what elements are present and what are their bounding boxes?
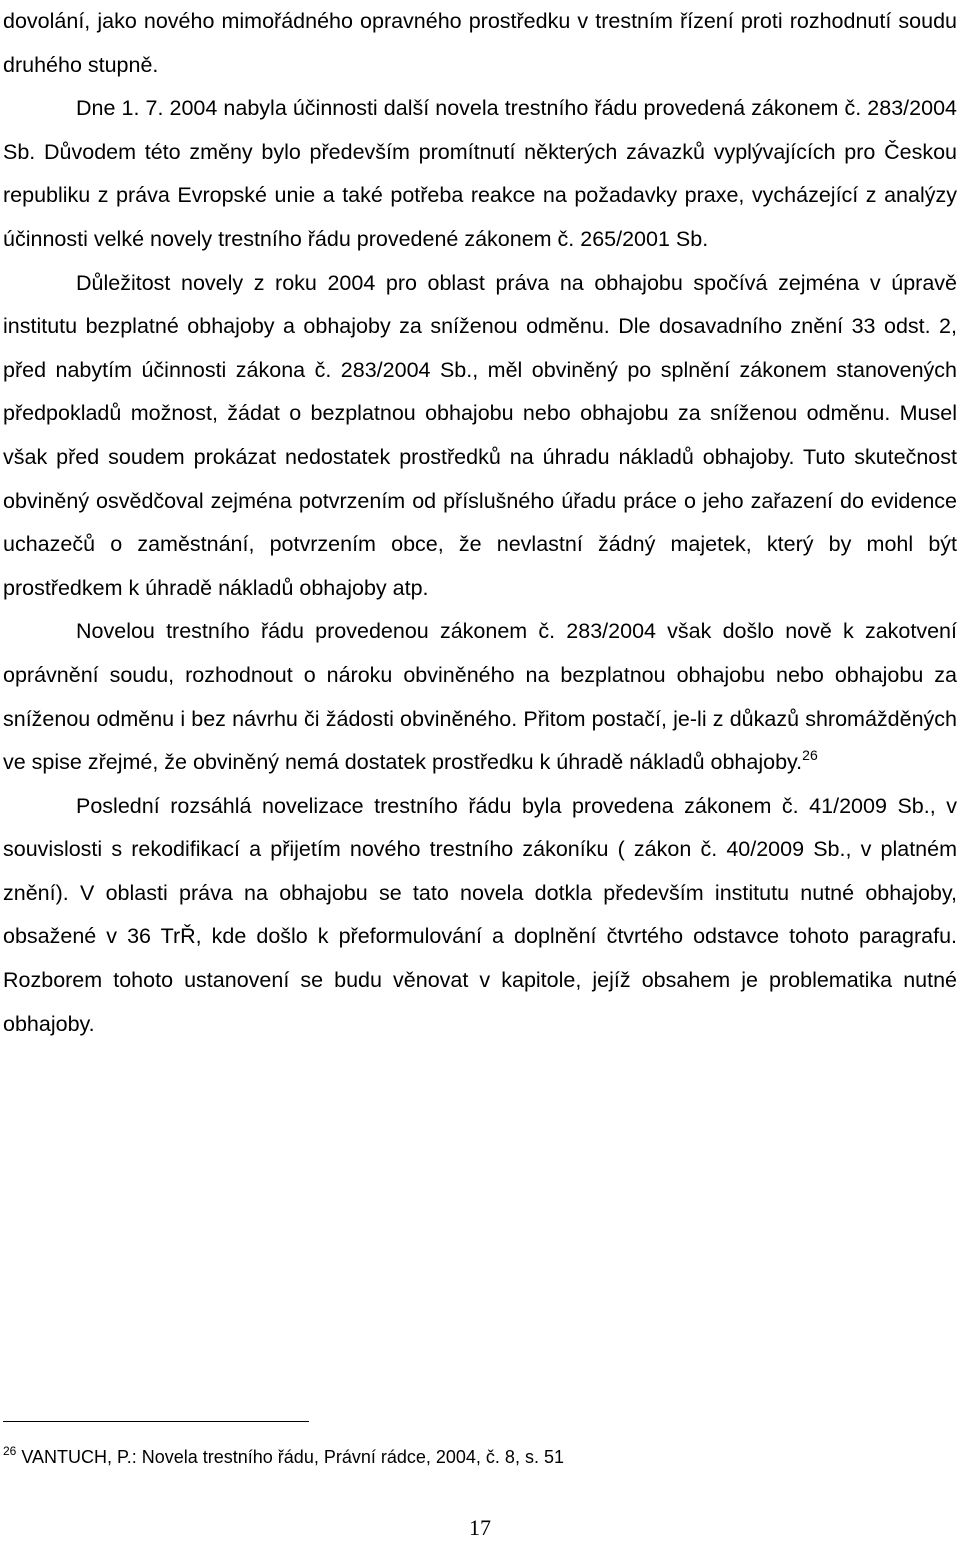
footnote-number: 26 (3, 1444, 17, 1458)
paragraph-4-text: Novelou trestního řádu provedenou zákonem č. 283/2004 však došlo nově k zakotvení oprávnění soudu, rozhodnout o nároku obviněného na bezplatnou obhajobu nebo obhajobu za sníženou odměnu i bez návrhu či žádosti obviněného. Přitom postačí, je-li z důkazů shromážděných ve spise zřejmé, že obviněný nemá dostatek prostředku k úhradě nákladů obhajoby. (3, 619, 957, 775)
paragraph-5-text: Poslední rozsáhlá novelizace trestního řádu byla provedena zákonem č. 41/2009 Sb., v souvislosti s rekodifikací a přijetím nového trestního zákoníku ( zákon č. 40/2009 Sb., v platném znění). V oblasti práva na obhajobu se tato novela dotkla především institutu nutné obhajoby, obsažené v 36 TrŘ, kde došlo k přeformulování a doplnění čtvrtého odstavce tohoto paragrafu. Rozborem tohoto ustanovení se budu věnovat v kapitole, jejíž obsahem je problematika nutné obhajoby. (3, 793, 957, 1036)
paragraph-2-text: Dne 1. 7. 2004 nabyla účinnosti další novela trestního řádu provedená zákonem č. 283/2004 Sb. Důvodem této změny bylo především promítnutí některých závazků vyplývajících pro Českou republiku z práva Evropské unie a také potřeba reakce na požadavky praxe, vycházející z analýzy účinnosti velké novely trestního řádu provedené zákonem č. 265/2001 Sb. (3, 96, 957, 251)
paragraph-3 (3, 262, 957, 611)
paragraph-3-text: Důležitost novely z roku 2004 pro oblast práva na obhajobu spočívá zejména v úpravě institutu bezplatné obhajoby a obhajoby za sníženou odměnu. Dle dosavadního znění 33 odst. 2, před nabytím účinnosti zákona č. 283/2004 Sb., měl obviněný po splnění zákonem stanovených předpokladů možnost, žádat o bezplatnou obhajobu nebo obhajobu za sníženou odměnu. Musel však před soudem prokázat nedostatek prostředků na úhradu nákladů obhajoby. Tuto skutečnost obviněný osvědčoval zejména potvrzením od příslušného úřadu práce o jeho zařazení do evidence uchazečů o zaměstnání, potvrzením obce, že nevlastní žádný majetek, který by mohl být prostředkem k úhradě nákladů obhajoby atp. (3, 270, 957, 600)
paragraph-5 (3, 785, 957, 1047)
footnote-divider (3, 1421, 309, 1422)
footnote (3, 1445, 943, 1469)
paragraph-1-text: dovolání, jako nového mimořádného opravného prostředku v trestním řízení proti rozhodnutí soudu druhého stupně. (3, 9, 957, 77)
paragraph-4 (3, 610, 957, 784)
footnote-reference[interactable]: 26 (802, 747, 818, 764)
footnote-text: VANTUCH, P.: Novela trestního řádu, Právní rádce, 2004, č. 8, s. 51 (21, 1447, 564, 1467)
page-number: 17 (469, 1515, 491, 1540)
body-text (3, 0, 957, 1046)
paragraph-2 (3, 87, 957, 261)
paragraph-1 (3, 0, 957, 87)
